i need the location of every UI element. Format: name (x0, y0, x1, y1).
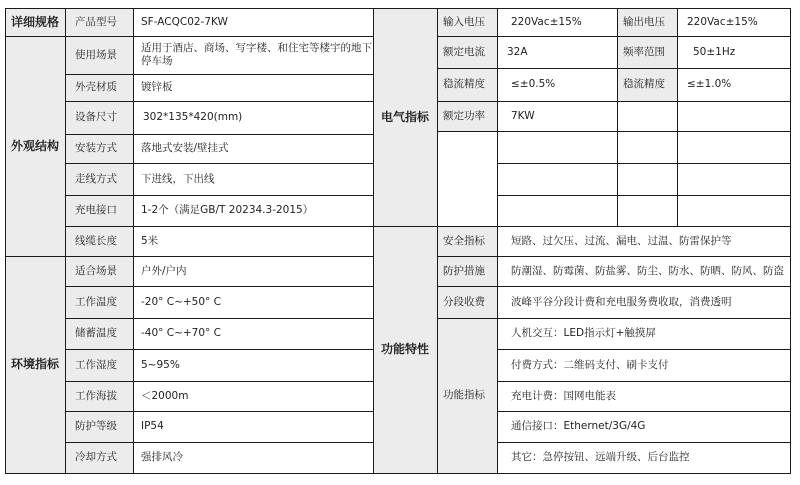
func-item-communication: 通信接口：Ethernet/3G/4G (511, 420, 646, 432)
elec-label-input-voltage: 输入电压 (437, 8, 497, 36)
appearance-label-wiring: 走线方式 (65, 163, 133, 195)
appearance-value-usage: 适用于酒店、商场、写字楼、和住宅等楼宇的地下停车场 (141, 42, 372, 67)
appearance-label-cable: 线缆长度 (65, 226, 133, 256)
env-value-humidity: 5~95% (141, 358, 180, 371)
env-value-storage-temp: -40° C~+70° C (141, 327, 221, 339)
elec-value-precision-2: ≤±1.0% (687, 78, 732, 90)
env-label-protection: 防护等级 (65, 411, 133, 442)
appearance-label-material: 外壳材质 (65, 74, 133, 101)
env-value-work-temp: -20° C~+50° C (141, 295, 221, 308)
env-label-scene: 适合场景 (65, 256, 133, 286)
elec-value-frequency: 50±1Hz (693, 45, 736, 58)
elec-value-output-voltage: 220Vac±15% (687, 15, 758, 28)
func-label-safety: 安全指标 (437, 226, 497, 256)
func-label-billing: 分段收费 (437, 286, 497, 318)
section-title-electrical: 电气指标 (373, 8, 437, 226)
elec-value-input-voltage: 220Vac±15% (511, 15, 582, 28)
func-item-metering: 充电计费：国网电能表 (511, 389, 616, 402)
func-label-protection: 防护措施 (437, 256, 497, 286)
section-title-detail-specs: 详细规格 (5, 8, 65, 36)
func-value-protection: 防潮湿、防霉菌、防盐雾、防尘、防水、防晒、防风、防盗 (511, 264, 784, 277)
appearance-label-usage: 使用场景 (65, 36, 133, 74)
appearance-label-install: 安装方式 (65, 134, 133, 163)
elec-label-precision-1: 稳流精度 (437, 68, 497, 101)
func-item-other: 其它：急停按钮、远端升级、后台监控 (511, 451, 690, 463)
elec-value-rated-power: 7KW (511, 109, 535, 122)
appearance-label-size: 设备尺寸 (65, 101, 133, 134)
appearance-value-material: 镀锌板 (141, 81, 173, 93)
elec-label-precision-2: 稳流精度 (617, 68, 677, 101)
elec-label-rated-current: 额定电流 (437, 36, 497, 68)
model-label: 产品型号 (65, 8, 133, 36)
appearance-value-cable: 5米 (141, 234, 159, 247)
model-value: SF-ACQC02-7KW (141, 15, 228, 28)
func-item-payment: 付费方式：二维码支付、刷卡支付 (511, 358, 669, 371)
elec-label-output-voltage: 输出电压 (617, 8, 677, 36)
env-label-storage-temp: 储蓄温度 (65, 318, 133, 349)
appearance-value-size: 302*135*420(mm) (143, 111, 243, 123)
elec-label-frequency: 频率范围 (617, 36, 677, 68)
appearance-value-install: 落地式安装/壁挂式 (141, 142, 229, 154)
func-item-hmi: 人机交互：LED指示灯+触摸屏 (511, 327, 656, 339)
elec-value-precision-1: ≤±0.5% (511, 78, 556, 90)
section-title-environment: 环境指标 (5, 256, 65, 473)
env-value-cooling: 强排风冷 (141, 451, 183, 463)
appearance-value-wiring: 下进线，下出线 (141, 172, 215, 185)
section-title-function: 功能特性 (373, 226, 437, 473)
env-label-work-temp: 工作温度 (65, 286, 133, 318)
appearance-label-connector: 充电接口 (65, 195, 133, 226)
env-value-scene: 户外/户内 (141, 264, 187, 277)
env-label-altitude: 工作海拔 (65, 381, 133, 411)
func-group-label: 功能指标 (437, 318, 497, 473)
elec-value-rated-current: 32A (507, 45, 528, 58)
elec-label-rated-power: 额定功率 (437, 101, 497, 131)
env-value-protection: IP54 (141, 420, 164, 432)
func-value-safety: 短路、过欠压、过流、漏电、过温、防雷保护等 (511, 234, 732, 247)
appearance-value-connector: 1-2个（满足GB/T 20234.3-2015） (141, 204, 314, 216)
env-value-altitude: ＜2000m (141, 389, 189, 402)
env-label-cooling: 冷却方式 (65, 442, 133, 473)
section-title-appearance: 外观结构 (5, 36, 65, 256)
env-label-humidity: 工作湿度 (65, 349, 133, 381)
func-value-billing: 波峰平谷分段计费和充电服务费收取，消费透明 (511, 295, 732, 308)
